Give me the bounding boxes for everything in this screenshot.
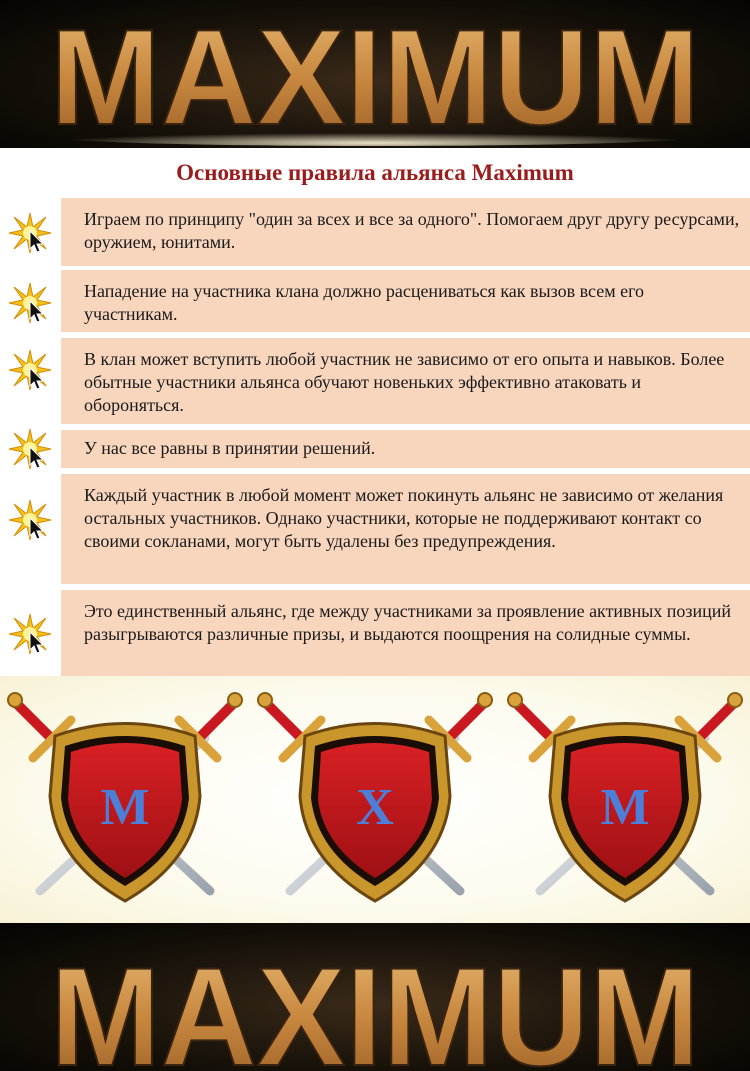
shield-emblem-1 <box>5 686 245 916</box>
shield-letter-1: M <box>100 779 150 836</box>
starburst-cursor-icon <box>8 427 52 471</box>
starburst-cursor-icon <box>8 348 52 392</box>
rule-text-3: В клан может вступить любой участник не зависимо от его опыта и навыков. Более обытные участники альянса обучают новеньких эффективно атаковать и обороняться. <box>61 338 750 424</box>
shields-section <box>0 676 750 923</box>
shield-letter-2: X <box>356 779 394 836</box>
shield-emblem-3 <box>505 686 745 916</box>
top-banner <box>0 0 750 148</box>
rule-text-5: Каждый участник в любой момент может покинуть альянс не зависимо от желания остальных участников. Однако участники, которые не поддерживают контакт со своими сокланами, могут быть удалены без предупреждения. <box>61 474 750 584</box>
top-banner-text: MAXIMUM <box>50 1 700 148</box>
shield-letter-3: M <box>600 779 650 836</box>
top-banner-logo <box>0 0 750 148</box>
starburst-cursor-icon <box>8 498 52 542</box>
starburst-cursor-icon <box>8 211 52 255</box>
rule-text-2: Нападение на участника клана должно расцениваться как вызов всем его участникам. <box>61 270 750 332</box>
starburst-cursor-icon <box>8 612 52 656</box>
bottom-banner <box>0 923 750 1071</box>
bottom-banner-text: MAXIMUM <box>50 938 700 1071</box>
rules-title: Основные правила альянса Maximum <box>176 160 574 185</box>
rule-text-1: Играем по принципу "один за всех и все за одного". Помогаем друг другу ресурсами, оружием, юнитами. <box>61 198 750 266</box>
starburst-cursor-icon <box>8 281 52 325</box>
rule-text-4: У нас все равны в принятии решений. <box>61 430 750 468</box>
bottom-banner-logo <box>0 923 750 1071</box>
shield-emblem-2 <box>255 686 495 916</box>
rule-text-6: Это единственный альянс, где между участниками за проявление активных позиций разыгрываются различные призы, и выдаются поощрения на солидные суммы. <box>61 590 750 676</box>
